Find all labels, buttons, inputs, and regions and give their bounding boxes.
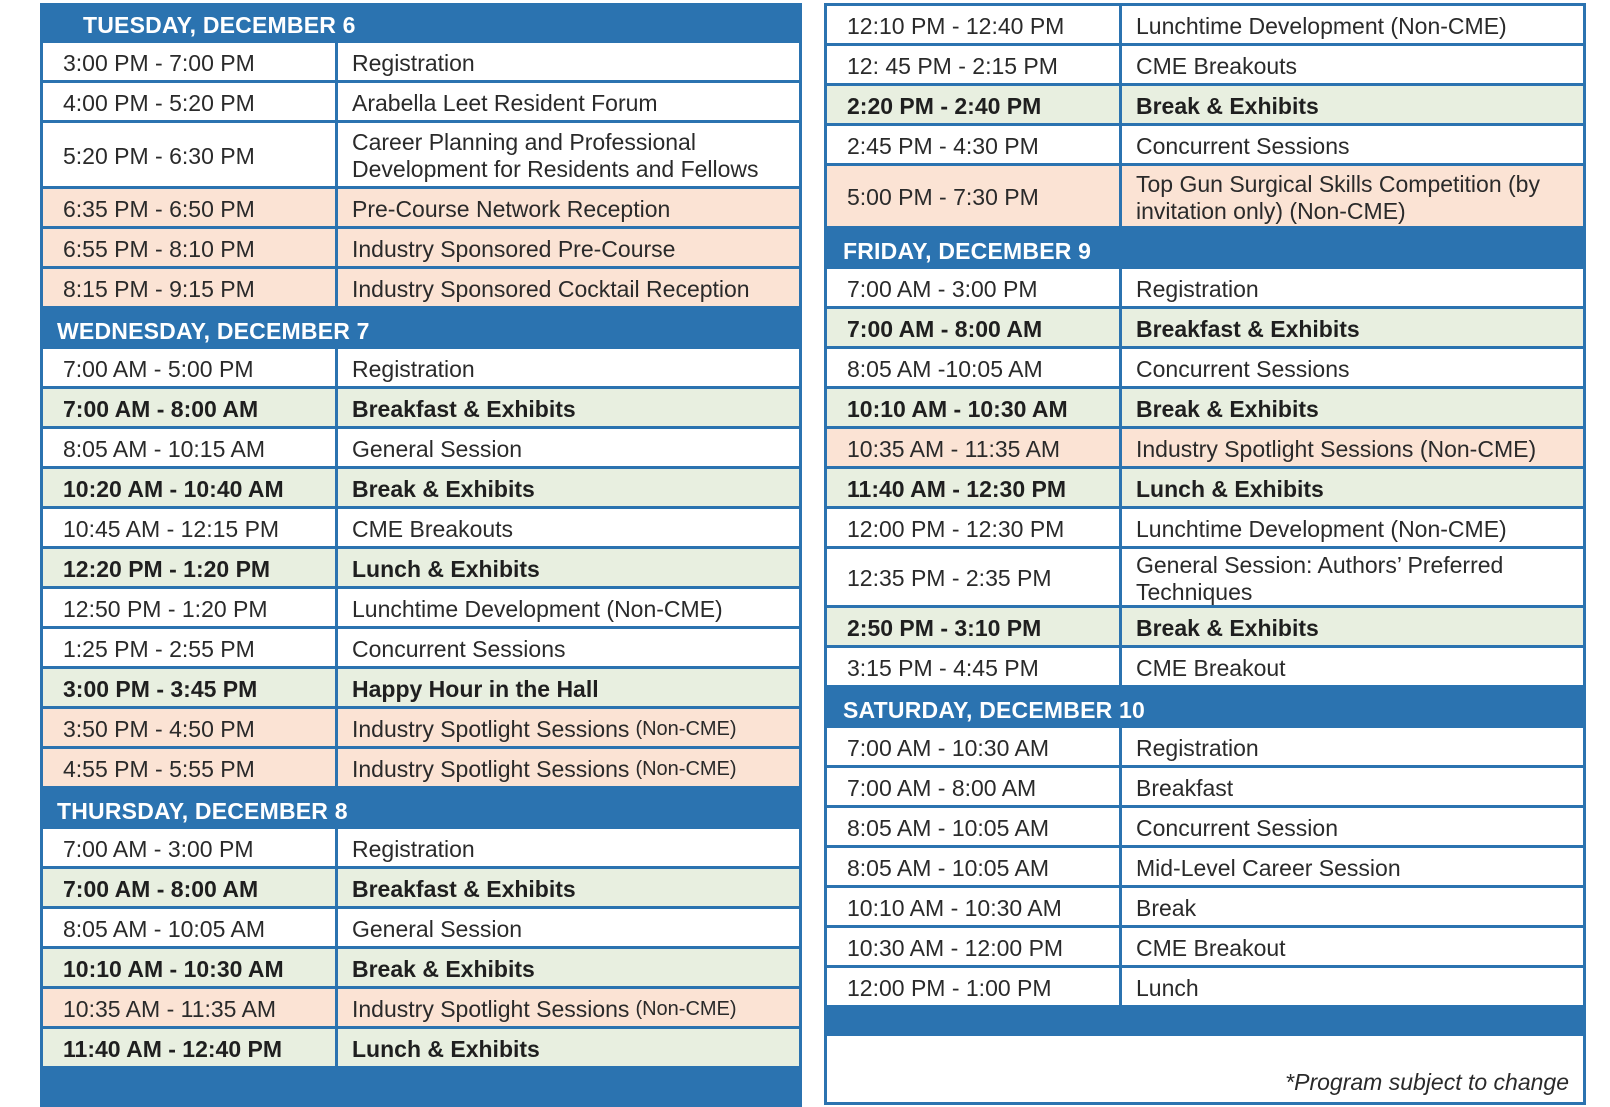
session-time: 10:10 AM - 10:30 AM [43, 949, 335, 986]
session-time: 12:20 PM - 1:20 PM [43, 549, 335, 586]
session-time: 10:20 AM - 10:40 AM [43, 469, 335, 506]
session-title [338, 269, 799, 306]
session-title [338, 629, 799, 666]
schedule-row [43, 709, 799, 746]
session-time: 8:05 AM -10:05 AM [827, 349, 1119, 386]
non-cme-label: (Non-CME) [635, 757, 737, 780]
session-time: 8:05 AM - 10:05 AM [43, 909, 335, 946]
session-title-text: Registration [1136, 275, 1259, 302]
session-title [1122, 6, 1583, 43]
session-title [1122, 126, 1583, 163]
session-title-text: Registration [352, 355, 475, 382]
session-title [338, 429, 799, 466]
session-title-text: Pre-Course Network Reception [352, 195, 671, 222]
session-title [1122, 648, 1583, 685]
session-title-text: Break & Exhibits [352, 475, 535, 502]
session-time: 10:10 AM - 10:30 AM [827, 389, 1119, 426]
day-header: TUESDAY, DECEMBER 6 [83, 12, 356, 38]
session-title [338, 749, 799, 786]
session-title-text: Industry Spotlight Sessions [352, 715, 630, 742]
schedule-row [43, 269, 799, 306]
session-title-text: General Session: Authors’ Preferred Techniques [1136, 551, 1504, 605]
session-title [1122, 808, 1583, 845]
schedule-row [43, 869, 799, 906]
schedule-row [43, 83, 799, 120]
session-time: 12:50 PM - 1:20 PM [43, 589, 335, 626]
session-title-text: Lunchtime Development (Non-CME) [1136, 515, 1507, 542]
session-title-text: CME Breakouts [1136, 52, 1298, 79]
schedule-row [43, 829, 799, 866]
session-time: 2:45 PM - 4:30 PM [827, 126, 1119, 163]
schedule-row [827, 968, 1583, 1005]
non-cme-label: (Non-CME) [635, 997, 737, 1020]
session-title [338, 509, 799, 546]
day-header: THURSDAY, DECEMBER 8 [57, 798, 348, 824]
session-title [1122, 86, 1583, 123]
schedule-row [43, 549, 799, 586]
schedule-row [827, 608, 1583, 645]
session-title-text: General Session [352, 435, 523, 462]
session-title [338, 469, 799, 506]
session-title-text: CME Breakout [1136, 934, 1286, 961]
session-time: 5:20 PM - 6:30 PM [43, 123, 335, 186]
schedule-row [827, 349, 1583, 386]
session-time: 8:05 AM - 10:05 AM [827, 848, 1119, 885]
session-time: 3:00 PM - 3:45 PM [43, 669, 335, 706]
session-title-text: Break & Exhibits [1136, 614, 1319, 641]
schedule-row [43, 669, 799, 706]
session-title-text: Registration [1136, 734, 1259, 761]
session-title-text: Lunch & Exhibits [352, 1035, 540, 1062]
session-title [338, 43, 799, 80]
session-title-text: Lunch [1136, 974, 1199, 1001]
session-time: 3:00 PM - 7:00 PM [43, 43, 335, 80]
day-header: FRIDAY, DECEMBER 9 [843, 238, 1092, 264]
session-time: 3:50 PM - 4:50 PM [43, 709, 335, 746]
session-time: 12:00 PM - 12:30 PM [827, 509, 1119, 546]
session-time: 10:45 AM - 12:15 PM [43, 509, 335, 546]
session-time: 7:00 AM - 5:00 PM [43, 349, 335, 386]
session-time: 6:35 PM - 6:50 PM [43, 189, 335, 226]
day-header: SATURDAY, DECEMBER 10 [843, 697, 1145, 723]
session-time: 8:05 AM - 10:15 AM [43, 429, 335, 466]
session-title-text: Break & Exhibits [1136, 92, 1319, 119]
session-title-text: Happy Hour in the Hall [352, 675, 599, 702]
schedule-row [43, 1029, 799, 1066]
footnote: *Program subject to change [1285, 1069, 1569, 1095]
session-time: 7:00 AM - 3:00 PM [43, 829, 335, 866]
day-header: WEDNESDAY, DECEMBER 7 [57, 318, 370, 344]
session-title [1122, 509, 1583, 546]
session-time: 4:55 PM - 5:55 PM [43, 749, 335, 786]
session-title [1122, 768, 1583, 805]
session-title-text: Industry Spotlight Sessions [352, 995, 630, 1022]
schedule-row [827, 768, 1583, 805]
session-time: 11:40 AM - 12:40 PM [43, 1029, 335, 1066]
session-title-text: Breakfast & Exhibits [1136, 315, 1360, 342]
schedule-row [43, 509, 799, 546]
session-title [338, 549, 799, 586]
schedule-row [827, 166, 1583, 226]
session-title [1122, 309, 1583, 346]
footnote-area [827, 1036, 1583, 1102]
session-time: 7:00 AM - 8:00 AM [827, 768, 1119, 805]
session-title [1122, 888, 1583, 925]
schedule-row [827, 429, 1583, 466]
schedule-row [827, 808, 1583, 845]
session-title-text: Industry Spotlight Sessions [352, 755, 630, 782]
schedule-row [43, 123, 799, 186]
schedule-row [827, 309, 1583, 346]
session-time: 7:00 AM - 8:00 AM [43, 389, 335, 426]
session-title [1122, 928, 1583, 965]
session-title-text: Breakfast & Exhibits [352, 875, 576, 902]
session-title-text: Concurrent Sessions [1136, 132, 1350, 159]
schedule-row [43, 989, 799, 1026]
schedule-row [43, 189, 799, 226]
session-title-text: Lunchtime Development (Non-CME) [1136, 12, 1507, 39]
session-title [338, 869, 799, 906]
session-time: 11:40 AM - 12:30 PM [827, 469, 1119, 506]
session-title-text: Break & Exhibits [1136, 395, 1319, 422]
schedule-row [43, 43, 799, 80]
session-title [1122, 469, 1583, 506]
schedule-row [827, 888, 1583, 925]
schedule-row [827, 389, 1583, 426]
schedule-row [43, 629, 799, 666]
session-title-text: Industry Spotlight Sessions (Non-CME) [1136, 435, 1537, 462]
schedule-row [43, 909, 799, 946]
session-title-text: Registration [352, 835, 475, 862]
session-title-text: Arabella Leet Resident Forum [352, 89, 658, 116]
session-title [338, 989, 799, 1026]
session-time: 10:35 AM - 11:35 AM [827, 429, 1119, 466]
schedule-row [827, 648, 1583, 685]
session-time: 10:30 AM - 12:00 PM [827, 928, 1119, 965]
session-title [1122, 968, 1583, 1005]
schedule-row [43, 469, 799, 506]
schedule-row [827, 86, 1583, 123]
session-title-text: Breakfast & Exhibits [352, 395, 576, 422]
session-title [338, 909, 799, 946]
session-title [1122, 389, 1583, 426]
session-title [338, 709, 799, 746]
session-title-text: Industry Sponsored Cocktail Reception [352, 275, 750, 302]
session-time: 12:35 PM - 2:35 PM [827, 549, 1119, 605]
schedule-row [43, 589, 799, 626]
session-title-text: Lunchtime Development (Non-CME) [352, 595, 723, 622]
non-cme-label: (Non-CME) [635, 717, 737, 740]
session-title [1122, 349, 1583, 386]
session-time: 7:00 AM - 10:30 AM [827, 728, 1119, 765]
session-time: 1:25 PM - 2:55 PM [43, 629, 335, 666]
session-title-text: Concurrent Sessions [352, 635, 566, 662]
session-time: 7:00 AM - 8:00 AM [43, 869, 335, 906]
session-title [1122, 608, 1583, 645]
session-title-text: Career Planning and Professional Development for Residents and Fellows [352, 129, 759, 182]
session-time: 8:05 AM - 10:05 AM [827, 808, 1119, 845]
schedule-row [43, 949, 799, 986]
session-title-text: Mid-Level Career Session [1136, 854, 1401, 881]
session-title [338, 349, 799, 386]
schedule-row [827, 549, 1583, 605]
schedule-row [827, 928, 1583, 965]
session-time: 7:00 AM - 3:00 PM [827, 269, 1119, 306]
session-title-text: CME Breakout [1136, 654, 1286, 681]
session-title-text: Lunch & Exhibits [352, 555, 540, 582]
schedule-row [827, 6, 1583, 43]
session-time: 4:00 PM - 5:20 PM [43, 83, 335, 120]
session-title-text: Break [1136, 894, 1197, 921]
schedule-row [827, 728, 1583, 765]
session-time: 2:20 PM - 2:40 PM [827, 86, 1119, 123]
session-title-text: General Session [352, 915, 523, 942]
session-title [338, 189, 799, 226]
session-title-text: Break & Exhibits [352, 955, 535, 982]
session-time: 10:10 AM - 10:30 AM [827, 888, 1119, 925]
session-title-text: CME Breakouts [352, 515, 514, 542]
session-time: 8:15 PM - 9:15 PM [43, 269, 335, 306]
session-title-text: Industry Sponsored Pre-Course [352, 235, 676, 262]
session-time: 10:35 AM - 11:35 AM [43, 989, 335, 1026]
session-title [1122, 549, 1583, 605]
session-title [338, 123, 799, 186]
schedule-row [827, 126, 1583, 163]
session-time: 12: 45 PM - 2:15 PM [827, 46, 1119, 83]
session-time: 6:55 PM - 8:10 PM [43, 229, 335, 266]
session-title-text: Concurrent Session [1136, 814, 1338, 841]
schedule-row [43, 429, 799, 466]
session-title [338, 949, 799, 986]
session-title-text: Top Gun Surgical Skills Competition (by invitation only) (Non-CME) [1136, 170, 1540, 224]
session-title-text: Registration [352, 49, 475, 76]
session-title-text: Breakfast [1136, 774, 1234, 801]
schedule-row [827, 46, 1583, 83]
session-time: 2:50 PM - 3:10 PM [827, 608, 1119, 645]
session-title [338, 829, 799, 866]
session-title [338, 389, 799, 426]
session-title [1122, 848, 1583, 885]
session-title [1122, 166, 1583, 226]
session-title [338, 83, 799, 120]
schedule-row [827, 469, 1583, 506]
schedule-column-right [824, 3, 1586, 1105]
session-title [1122, 728, 1583, 765]
session-title [1122, 269, 1583, 306]
schedule-row [43, 749, 799, 786]
schedule-column-left [40, 3, 802, 1107]
schedule-row [827, 269, 1583, 306]
schedule-row [827, 848, 1583, 885]
session-title-text: Lunch & Exhibits [1136, 475, 1324, 502]
session-title [338, 669, 799, 706]
session-title [338, 1029, 799, 1066]
session-time: 7:00 AM - 8:00 AM [827, 309, 1119, 346]
schedule-row [43, 229, 799, 266]
session-title [1122, 46, 1583, 83]
session-time: 12:00 PM - 1:00 PM [827, 968, 1119, 1005]
session-time: 5:00 PM - 7:30 PM [827, 166, 1119, 226]
session-title [1122, 429, 1583, 466]
session-title [338, 589, 799, 626]
session-time: 12:10 PM - 12:40 PM [827, 6, 1119, 43]
session-title [338, 229, 799, 266]
schedule-row [43, 349, 799, 386]
session-title-text: Concurrent Sessions [1136, 355, 1350, 382]
schedule-row [827, 509, 1583, 546]
schedule-row [43, 389, 799, 426]
session-time: 3:15 PM - 4:45 PM [827, 648, 1119, 685]
